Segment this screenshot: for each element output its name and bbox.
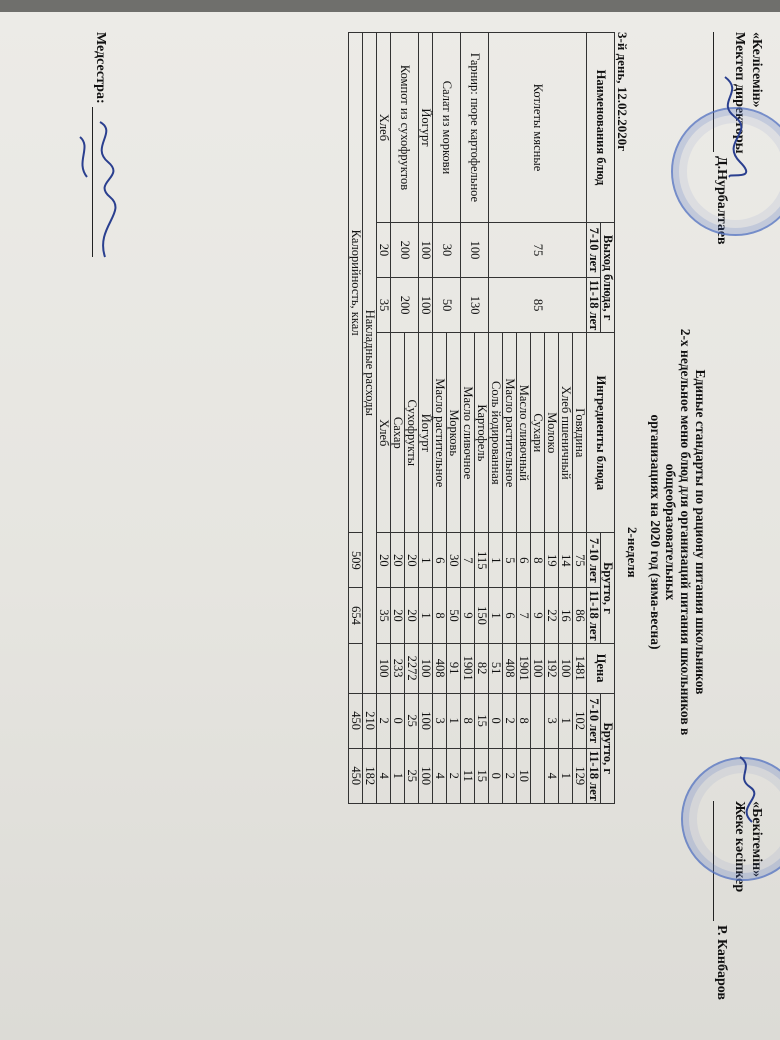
price-cell: 1901 [517,643,531,693]
brutto-7-10-cell: 1 [489,533,503,588]
ingredient-cell: Хлеб [377,333,391,533]
brutto-7-10-cell: 30 [447,533,461,588]
title-line-2: 2-х недельное меню блюд для организаций питания школьников в общеобразовательных [663,328,693,736]
dish-name-cell: Хлеб [377,33,391,223]
cost-11-18-cell: 4 [545,748,559,803]
output-11-18-cell: 50 [433,278,461,333]
brutto-7-10-cell: 1 [419,533,433,588]
brutto-11-18-cell: 9 [461,588,475,643]
cost-11-18-cell: 129 [573,748,587,803]
output-11-18-cell: 200 [391,278,419,333]
cost-11-18-cell: 0 [489,748,503,803]
ingredient-cell: Картофель [475,333,489,533]
day-label: 3-й день, 12.02.2020г [615,32,630,152]
price-cell: 100 [559,643,573,693]
cost-11-18-cell: 10 [517,748,531,803]
overhead-value: 182 [363,748,377,803]
cost-7-10-cell: 102 [573,693,587,748]
cost-11-18-cell: 15 [475,748,489,803]
brutto-11-18-cell: 6 [503,588,517,643]
price-cell: 233 [391,643,405,693]
nurse-label: Медсестра: [93,32,108,104]
overhead-label: Накладные расходы [363,33,377,694]
ingredient-cell: Сухофрукты [405,333,419,533]
brutto-11-18-cell: 7 [517,588,531,643]
calories-cost-7-10: 450 [349,693,363,748]
dish-name-cell: Компот из сухофруктов [391,33,419,223]
price-cell: 1481 [573,643,587,693]
brutto-7-10-cell: 6 [433,533,447,588]
table-row [419,33,433,804]
ingredient-cell: Молоко [545,333,559,533]
brutto-7-10-cell: 115 [475,533,489,588]
cost-7-10-cell: 0 [489,693,503,748]
cost-7-10-cell: 0 [391,693,405,748]
price-header: Цена [587,643,615,693]
age-group-header: 7-10 лет [587,223,601,278]
ingredients-header: Ингредиенты блюда [587,333,615,533]
ingredient-cell: Масло сливочный [517,333,531,533]
ingredient-cell: Сахар [391,333,405,533]
cost-11-18-cell: 4 [377,748,391,803]
overhead-value: 210 [363,693,377,748]
cost-11-18-cell: 2 [503,748,517,803]
brutto-11-18-cell: 86 [573,588,587,643]
dish-name-header: Наименования блюд [587,33,615,223]
cost-7-10-cell: 1 [447,693,461,748]
cost-11-18-cell [531,748,545,803]
ingredient-cell: Говядина [573,333,587,533]
table-row [475,33,489,804]
table-row [447,33,461,804]
cost-11-18-cell: 11 [461,748,475,803]
brutto-7-10-cell: 14 [559,533,573,588]
brutto-7-10-cell: 5 [503,533,517,588]
brutto-cost-header: Брутто, г [601,693,615,803]
brutto-11-18-cell: 22 [545,588,559,643]
output-11-18-cell: 100 [419,278,433,333]
output-11-18-cell: 35 [377,278,391,333]
calories-brutto-11-18: 654 [349,588,363,643]
brutto-11-18-cell: 8 [433,588,447,643]
brutto-7-10-cell: 7 [461,533,475,588]
dish-name-cell: Салат из моркови [433,33,461,223]
brutto-11-18-cell: 150 [475,588,489,643]
cost-11-18-cell: 25 [405,748,419,803]
output-7-10-cell: 100 [461,223,489,278]
ingredient-cell: Сухари [531,333,545,533]
ingredient-cell: Масло растительное [433,333,447,533]
director-signature [710,72,750,182]
cost-7-10-cell: 2 [377,693,391,748]
entrepreneur-name: Р. Канбаров [714,925,729,1000]
output-header: Выход блюда, г [601,223,615,333]
brutto-7-10-cell: 20 [377,533,391,588]
agreed-label: «Келісемін» [749,32,764,108]
brutto-11-18-cell: 20 [391,588,405,643]
output-11-18-cell: 85 [489,278,587,333]
cost-7-10-cell [531,693,545,748]
dish-name-cell: Котлеты мясные [489,33,587,223]
cost-11-18-cell: 1 [559,748,573,803]
cost-11-18-cell: 1 [391,748,405,803]
calories-row [349,33,363,804]
cost-11-18-cell: 4 [433,748,447,803]
age-group-header: 7-10 лет [587,533,601,588]
week-label: 2-неделя [625,527,640,578]
output-7-10-cell: 200 [391,223,419,278]
cost-7-10-cell: 8 [461,693,475,748]
brutto-7-10-cell: 20 [391,533,405,588]
calories-price-empty [349,643,363,693]
table-header-row-1 [601,33,615,804]
age-group-header: 11-18 лет [587,278,601,333]
dish-name-cell: Гарнир: пюре картофельное [461,33,489,223]
cost-11-18-cell: 100 [419,748,433,803]
cost-7-10-cell: 100 [419,693,433,748]
school-director-label: Мектеп директоры [732,32,747,154]
output-7-10-cell: 30 [433,223,461,278]
cost-7-10-cell: 8 [517,693,531,748]
age-group-header: 11-18 лет [587,588,601,643]
menu-table [348,32,615,804]
calories-brutto-7-10: 509 [349,533,363,588]
brutto-11-18-cell: 1 [419,588,433,643]
paper-sheet [0,12,780,1040]
cost-11-18-cell: 2 [447,748,461,803]
output-7-10-cell: 100 [419,223,433,278]
price-cell: 51 [489,643,503,693]
age-group-header: 7-10 лет [587,693,601,748]
price-cell: 2272 [405,643,419,693]
price-cell: 192 [545,643,559,693]
table-row [405,33,419,804]
ingredient-cell: Йогурт [419,333,433,533]
cost-7-10-cell: 3 [433,693,447,748]
output-11-18-cell: 130 [461,278,489,333]
entrepreneur-signature [730,752,760,832]
cost-7-10-cell: 15 [475,693,489,748]
cost-7-10-cell: 2 [503,693,517,748]
price-cell: 100 [531,643,545,693]
table-row [377,33,391,804]
table-row [573,33,587,804]
title-line-3: организациях на 2020 год (зима-весна) [648,414,663,650]
ingredient-cell: Хлеб пшеничный [559,333,573,533]
price-cell: 1901 [461,643,475,693]
brutto-11-18-cell: 16 [559,588,573,643]
price-cell: 100 [419,643,433,693]
brutto-7-10-cell: 19 [545,533,559,588]
brutto-11-18-cell: 9 [531,588,545,643]
output-7-10-cell: 75 [489,223,587,278]
title-line-1: Единые стандарты по рациону питания школьников [693,369,708,695]
price-cell: 82 [475,643,489,693]
price-cell: 408 [433,643,447,693]
director-name: Д.Нурбалтаев [714,156,729,245]
brutto-header: Брутто, г [601,533,615,643]
cost-7-10-cell: 25 [405,693,419,748]
price-cell: 91 [447,643,461,693]
overhead-row [363,33,377,804]
cost-7-10-cell: 3 [545,693,559,748]
brutto-11-18-cell: 50 [447,588,461,643]
entrepreneur-label: Жеке кәсіпкер [732,801,747,893]
brutto-7-10-cell: 8 [531,533,545,588]
calories-cost-11-18: 450 [349,748,363,803]
document-title [648,312,708,752]
age-group-header: 11-18 лет [587,748,601,803]
brutto-11-18-cell: 20 [405,588,419,643]
nurse-signature [70,117,120,267]
ingredient-cell: Масло сливочное [461,333,475,533]
brutto-7-10-cell: 6 [517,533,531,588]
output-7-10-cell: 20 [377,223,391,278]
ingredient-cell: Масло растительное [503,333,517,533]
ingredient-cell: Морковь [447,333,461,533]
brutto-7-10-cell: 20 [405,533,419,588]
approved-label: «Бекітемін» [749,801,764,878]
brutto-11-18-cell: 35 [377,588,391,643]
brutto-11-18-cell: 1 [489,588,503,643]
cost-7-10-cell: 1 [559,693,573,748]
price-cell: 408 [503,643,517,693]
calories-label: Калорийность, ккал [349,33,363,533]
ingredient-cell: Соль йодированная [489,333,503,533]
dish-name-cell: Йогурт [419,33,433,223]
price-cell: 100 [377,643,391,693]
brutto-7-10-cell: 75 [573,533,587,588]
